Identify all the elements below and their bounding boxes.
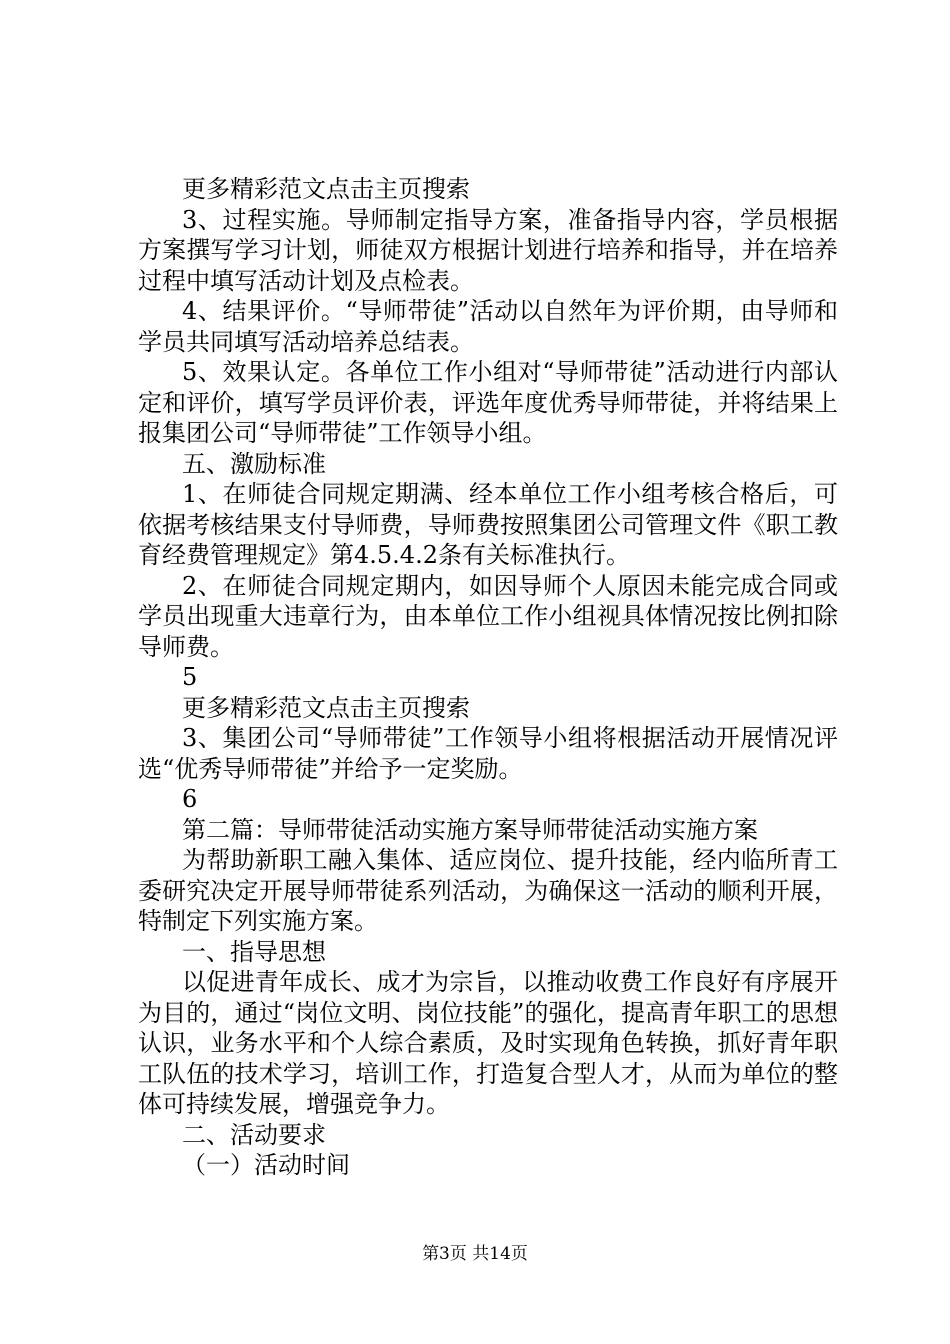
inline-page-number: 6 [182,785,198,813]
paragraph-effect-recognition: 5、效果认定。各单位工作小组对“导师带徒”活动进行内部认定和评价，填写学员评价表，评选年度优秀导师带徒，并将结果上报集团公司“导师带徒”工作领导小组。 [138,358,838,447]
paragraph-incentive-2: 2、在师徒合同规定期内，如因导师个人原因未能完成合同或学员出现重大违章行为，由本单位工作小组视具体情况按比例扣除导师费。 [138,571,838,661]
inline-page-number: 5 [182,663,198,691]
section-heading-guiding-thought: 一、指导思想 [182,937,326,966]
paragraph-guiding-thought: 以促进青年成长、成才为宗旨，以推动收费工作良好有序展开为目的，通过“岗位文明、岗位技能”的强化，提高青年职工的思想认识，业务水平和个人综合素质，及时实现角色转换，抓好青年职工队伍的技术学习，培训工作，打造复合型人才，从而为单位的整体可持续发展，增强竞争力。 [138,968,838,1118]
chapter-title: 第二篇：导师带徒活动实施方案导师带徒活动实施方案 [182,815,758,844]
paragraph-process-implementation: 3、过程实施。导师制定指导方案，准备指导内容，学员根据方案撰写学习计划，师徒双方根据计划进行培养和指导，并在培养过程中填写活动计划及点检表。 [138,205,838,295]
paragraph-intro: 为帮助新职工融入集体、适应岗位、提升技能，经内临所青工委研究决定开展导师带徒系列活动，为确保这一活动的顺利开展，特制定下列实施方案。 [138,846,838,935]
paragraph-incentive-3: 3、集团公司“导师带徒”工作领导小组将根据活动开展情况评选“优秀导师带徒”并给予一定奖励。 [138,724,838,783]
subheading-activity-time: （一）活动时间 [182,1151,350,1179]
document-body [138,174,838,1181]
paragraph-result-evaluation: 4、结果评价。“导师带徒”活动以自然年为评价期，由导师和学员共同填写活动培养总结表。 [138,297,838,356]
section-heading-activity-requirements: 二、活动要求 [182,1120,326,1149]
promo-line: 更多精彩范文点击主页搜索 [182,175,470,203]
paragraph-incentive-1: 1、在师徒合同规定期满、经本单位工作小组考核合格后，可依据考核结果支付导师费，导师费按照集团公司管理文件《职工教育经费管理规定》第4.5.4.2条有关标准执行。 [138,480,838,569]
promo-line: 更多精彩范文点击主页搜索 [182,693,470,722]
page-footer [0,1244,950,1264]
section-heading-incentive: 五、激励标准 [182,449,326,478]
page-number-label: 第3页 共14页 [422,1244,528,1264]
